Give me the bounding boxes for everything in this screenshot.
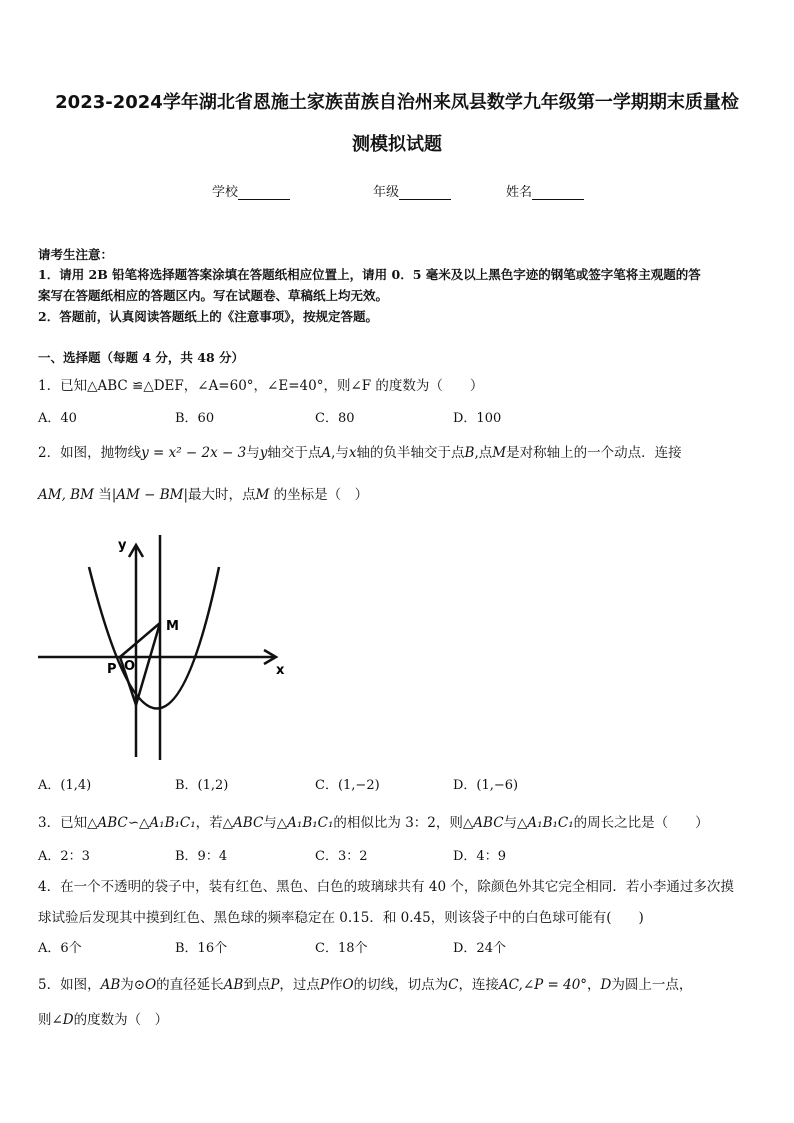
school-field [212,181,290,200]
question-5-line2: 则∠D的度数为（ ） [38,1012,169,1028]
grade-field [373,181,451,200]
question-5-line1: 5．如图，AB为⊙O的直径延长AB到点P，过点P作O的切线，切点为C，连接AC,∠P = 40°，D为圆上一点， [38,977,693,993]
parabola-equation: y = x² − 2x − 3 [141,445,247,461]
q2-option-a: A．(1,4) [38,778,92,793]
question-3-text: 3．已知△ABC∽△A₁B₁C₁，若△ABC与△A₁B₁C₁的相似比为 3：2，则△ABC与△A₁B₁C₁的周长之比是（ ） [38,815,709,831]
grade-label: 年级 [373,185,400,200]
q3-option-a: A．2：3 [38,849,90,864]
q1-option-a: A．40 [38,411,77,426]
question-2-line1: 2．如图，抛物线y = x² − 2x − 3与y轴交于点A,与x轴的负半轴交于点B,点M是对称轴上的一个动点．连接 [38,445,682,461]
grade-blank [399,186,451,200]
question-1-text: 1．已知△ABC ≌△DEF，∠A=60°，∠E=40°，则∠F 的度数为（ ） [38,378,484,394]
q3-option-b: B．9：4 [175,849,228,864]
q4-option-b: B．16个 [175,941,228,956]
segment-am [136,623,160,705]
label-x: x [276,663,285,678]
abs-expression: |AM − BM| [111,487,189,503]
notice-item1-line2: 案写在答题纸相应的答题区内。写在试题卷、草稿纸上均无效。 [38,288,389,303]
q1-option-c: C．80 [315,411,355,426]
q2-option-b: B．(1,2) [175,778,229,793]
label-p: P [107,662,117,677]
q4-option-c: C．18个 [315,941,368,956]
q2-option-d: D．(1,−6) [453,778,519,793]
parabola-curve [89,567,219,709]
notice-item1-line1: 1．请用 2B 铅笔将选择题答案涂填在答题纸相应位置上，请用 0．5 毫米及以上黑色字迹的钢笔或签字笔将主观题的答 [38,267,701,282]
q3-option-c: C．3：2 [315,849,368,864]
q1-option-d: D．100 [453,411,502,426]
exam-title-line2: 测模拟试题 [352,134,442,155]
q1-option-b: B．60 [175,411,215,426]
q2-option-c: C．(1,−2) [315,778,380,793]
question-4-line1: 4．在一个不透明的袋子中，装有红色、黑色、白色的玻璃球共有 40 个，除颜色外其它完全相同．若小李通过多次摸 [38,879,734,895]
question-2-line2: AM, BM 当|AM − BM|最大时，点M 的坐标是（ ） [38,487,369,503]
exam-title-line1: 2023-2024学年湖北省恩施土家族苗族自治州来凤县数学九年级第一学期期末质量检 [55,92,739,113]
question-4-line2: 球试验后发现其中摸到红色、黑色球的频率稳定在 0.15．和 0.45，则该袋子中的白色球可能有( ) [38,910,644,926]
section-heading: 一、选择题（每题 4 分，共 48 分） [38,350,245,365]
label-y: y [118,538,127,553]
notice-item2: 2．答题前，认真阅读答题纸上的《注意事项》，按规定答题。 [38,309,378,324]
notice-heading: 请考生注意： [38,247,114,262]
q4-option-a: A．6个 [38,941,82,956]
q3-option-d: D．4：9 [453,849,506,864]
school-blank [238,186,290,200]
name-field [506,181,584,200]
q4-option-d: D．24个 [453,941,506,956]
name-blank [532,186,584,200]
school-label: 学校 [212,185,239,200]
parabola-figure [36,535,296,769]
label-o: O [124,659,136,674]
label-m: M [166,619,179,634]
name-label: 姓名 [506,185,533,200]
